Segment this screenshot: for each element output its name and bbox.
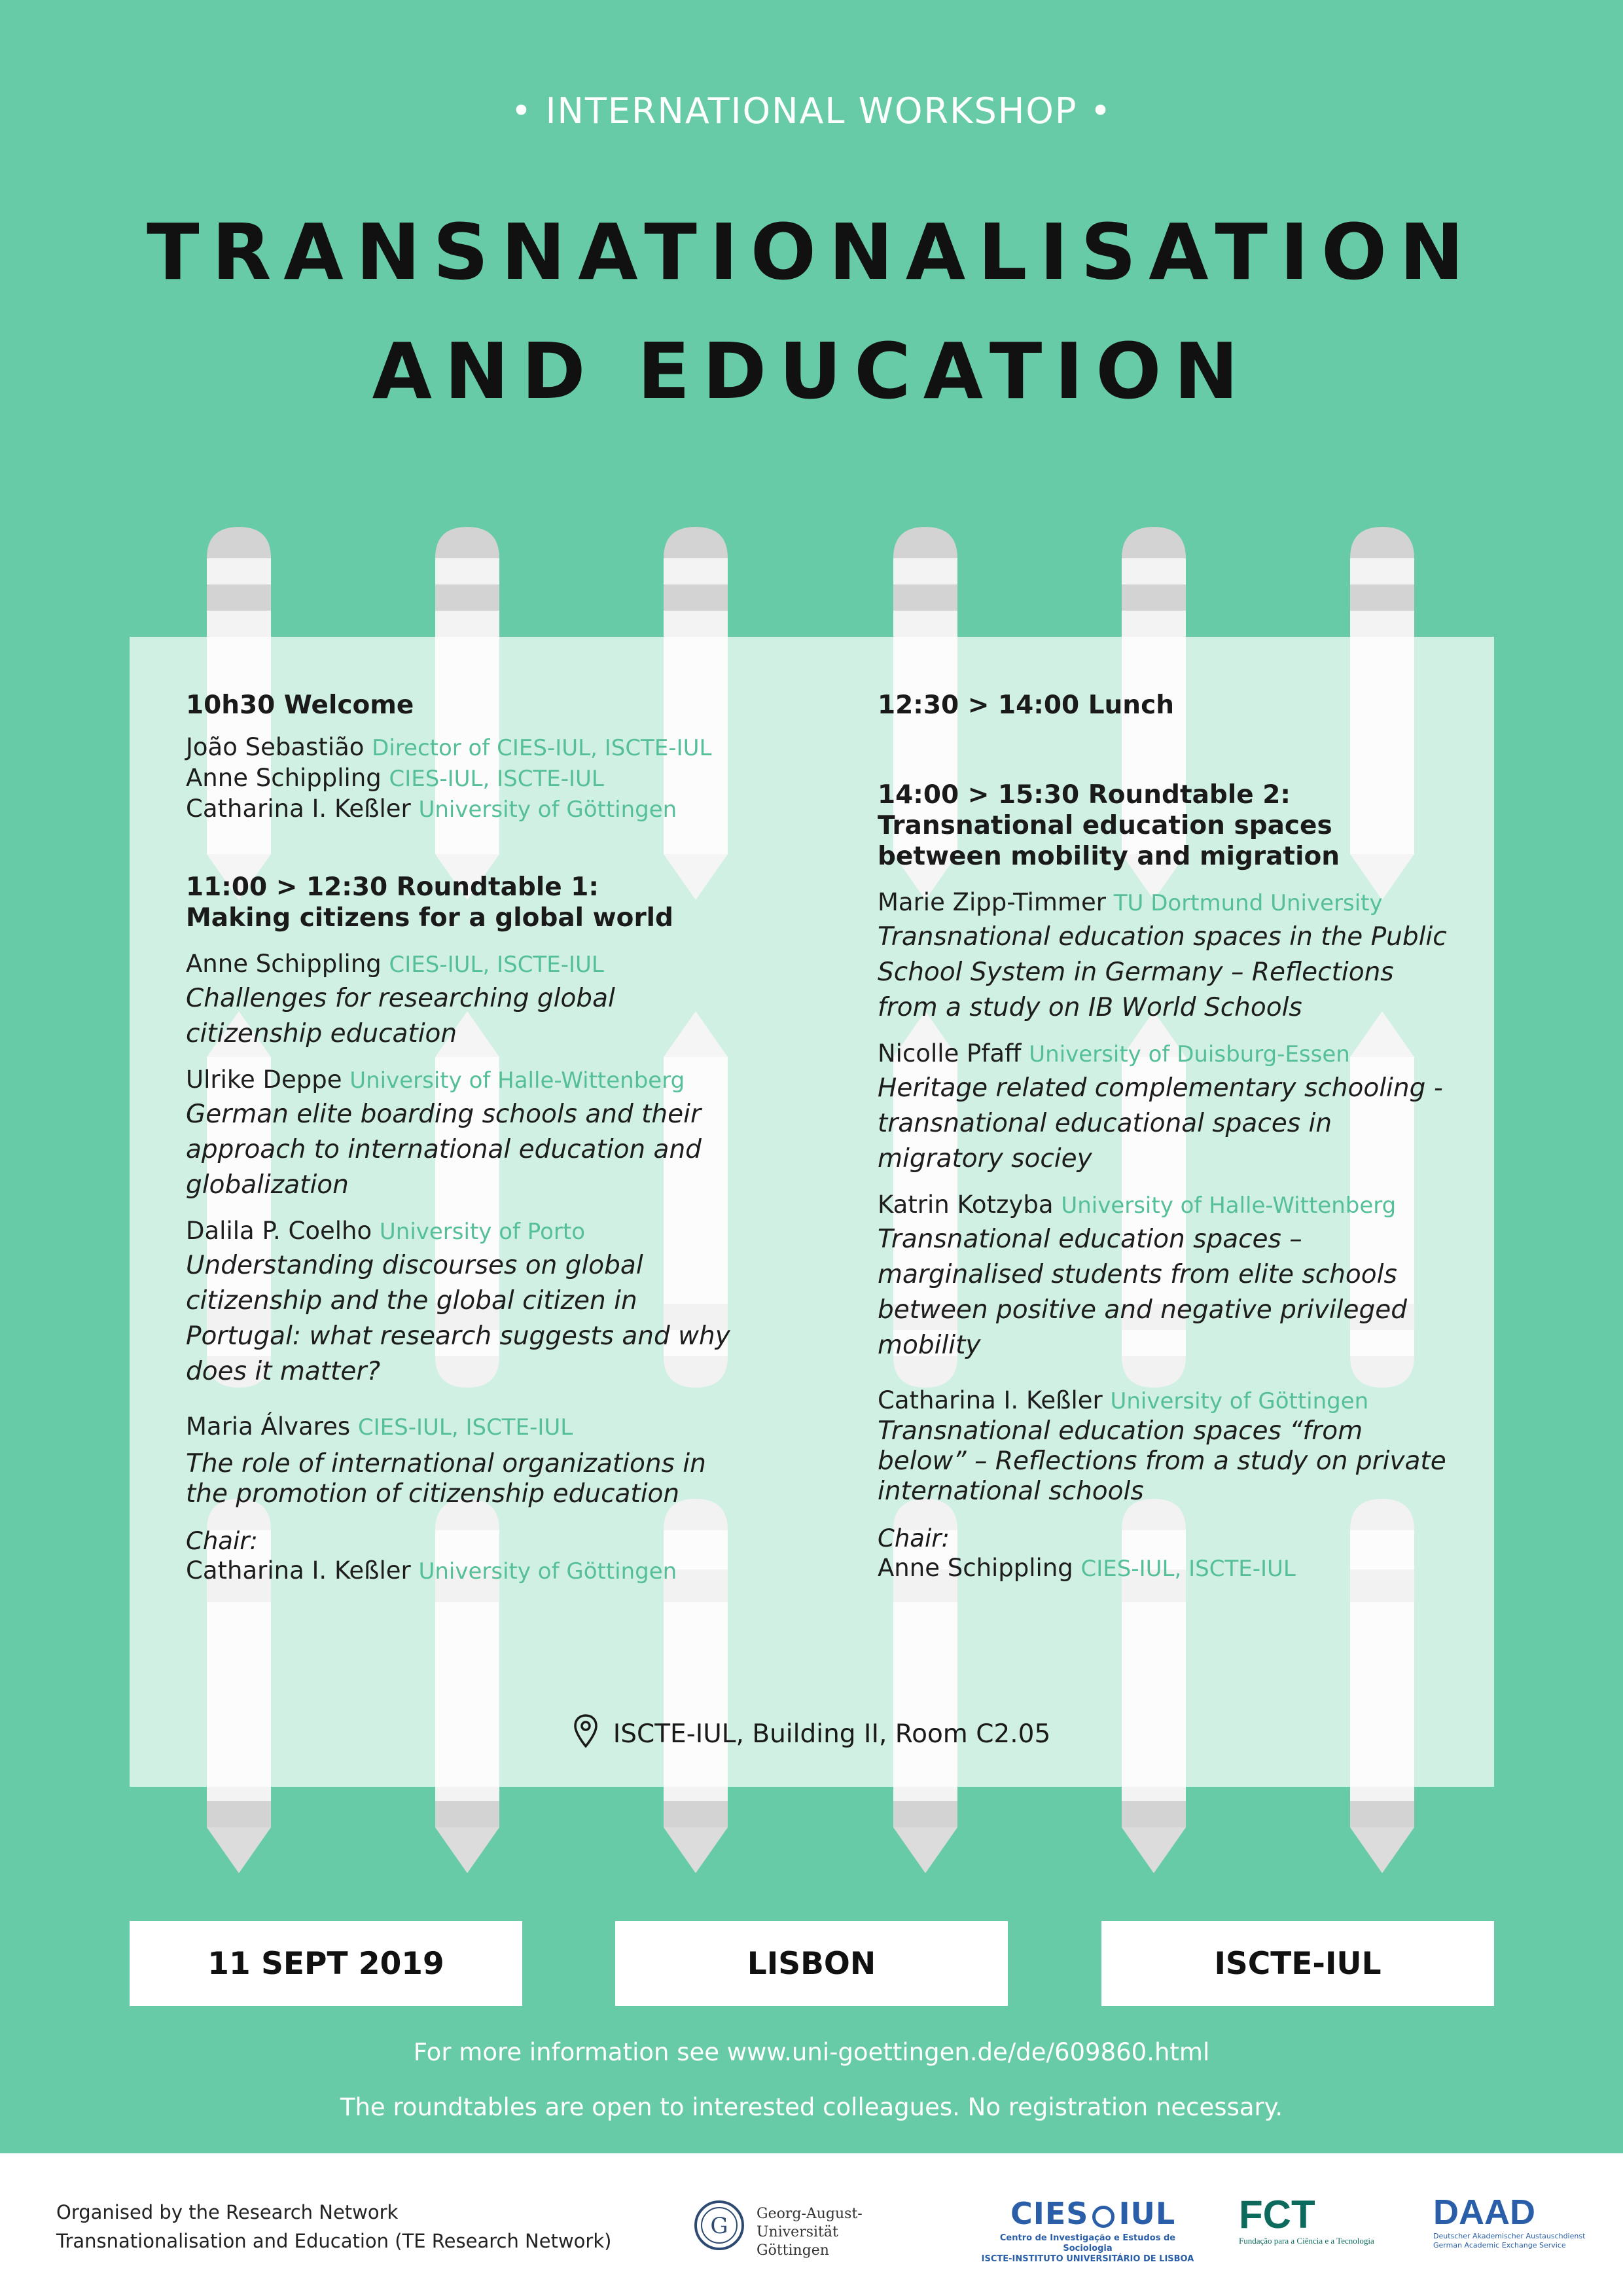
speaker-affiliation: University of Duisburg-Essen bbox=[1029, 1041, 1350, 1067]
talk-speaker bbox=[186, 1216, 749, 1247]
venue-text: ISCTE-IUL bbox=[1214, 1945, 1382, 1982]
talk-speaker bbox=[878, 888, 1447, 918]
speaker-name: Anne Schippling bbox=[186, 764, 382, 792]
speaker-name: João Sebastião bbox=[186, 733, 365, 761]
pencil-segment bbox=[207, 584, 271, 611]
roundtable-1-time: 11:00 > 12:30 Roundtable 1: bbox=[186, 872, 599, 902]
speaker-affiliation: University of Göttingen bbox=[418, 797, 677, 823]
talk-speaker bbox=[878, 1039, 1447, 1069]
pencil-segment bbox=[893, 584, 957, 611]
talk-item bbox=[186, 1412, 749, 1509]
fct-full-name: Fundação para a Ciência e a Tecnologia bbox=[1239, 2236, 1374, 2246]
talk-speaker bbox=[878, 1190, 1447, 1221]
roundtable-1-theme: Making citizens for a global world bbox=[186, 903, 673, 933]
talk-item bbox=[878, 1190, 1447, 1363]
pencil-segment bbox=[1350, 584, 1414, 611]
goettingen-seal-icon bbox=[692, 2198, 746, 2252]
pencil-eraser bbox=[1122, 527, 1186, 558]
talk-title: Transnational education spaces – marginalised students from elite schools between positive and negative privileged mobility bbox=[878, 1225, 1408, 1360]
talk-item bbox=[878, 1039, 1447, 1177]
pencil-segment bbox=[1122, 584, 1186, 611]
pencil-segment bbox=[893, 558, 957, 584]
speaker-affiliation: University of Halle-Wittenberg bbox=[349, 1067, 685, 1094]
speaker-affiliation: Director of CIES-IUL, ISCTE-IUL bbox=[372, 735, 712, 761]
spacer bbox=[186, 825, 749, 872]
date-text: 11 SEPT 2019 bbox=[207, 1945, 444, 1982]
program-left-column bbox=[186, 690, 749, 1587]
cies-iul-logo bbox=[976, 2194, 1199, 2264]
chair-name: Catharina I. Keßler bbox=[186, 1556, 411, 1585]
speaker-name: Dalila P. Coelho bbox=[186, 1217, 372, 1245]
pencil-tip bbox=[664, 1827, 728, 1873]
organiser-credit bbox=[56, 2198, 611, 2255]
program-right-column bbox=[878, 690, 1447, 1584]
chair bbox=[186, 1556, 749, 1587]
pencil-segment bbox=[1350, 558, 1414, 584]
chair-affiliation: CIES-IUL, ISCTE-IUL bbox=[1080, 1556, 1296, 1582]
cies-institution: ISCTE-INSTITUTO UNIVERSITÁRIO DE LISBOA bbox=[981, 2254, 1194, 2264]
pencil-segment bbox=[435, 558, 499, 584]
location bbox=[0, 1713, 1623, 1749]
title-line-1: TRANSNATIONALISATION bbox=[147, 207, 1476, 297]
goettingen-name-2: Göttingen bbox=[757, 2242, 829, 2259]
daad-name: DAAD bbox=[1433, 2193, 1535, 2232]
welcome-speaker bbox=[186, 732, 749, 763]
pencil-eraser bbox=[207, 527, 271, 558]
talk-item bbox=[186, 1216, 749, 1390]
talk-title: The role of international organizations in the promotion of citizenship education bbox=[186, 1449, 706, 1509]
talk-title: Transnational education spaces in the Public School System in Germany – Reflections from a study on IB World Schools bbox=[878, 922, 1447, 1022]
spacer bbox=[878, 736, 1447, 780]
speaker-affiliation: University of Göttingen bbox=[1110, 1388, 1369, 1414]
talk-title: Challenges for researching global citizenship education bbox=[186, 984, 615, 1049]
organiser-line-1: Organised by the Research Network bbox=[56, 2201, 399, 2223]
speaker-name: Marie Zipp-Timmer bbox=[878, 888, 1106, 916]
welcome-speaker bbox=[186, 794, 749, 825]
goettingen-logo bbox=[692, 2196, 941, 2259]
speaker-affiliation: CIES-IUL, ISCTE-IUL bbox=[389, 766, 604, 792]
welcome-speakers bbox=[186, 732, 749, 825]
workshop-kicker: • INTERNATIONAL WORKSHOP • bbox=[510, 90, 1113, 132]
title-line-2: AND EDUCATION bbox=[372, 326, 1251, 416]
pencil-tip bbox=[1122, 1827, 1186, 1873]
date-box bbox=[130, 1921, 522, 2006]
talk-item bbox=[186, 1065, 749, 1203]
daad-full-name: Deutscher Akademischer Austauschdienst bbox=[1433, 2232, 1586, 2240]
talk-speaker bbox=[878, 1386, 1447, 1416]
pencil-eraser bbox=[1350, 527, 1414, 558]
pencil-tip bbox=[435, 1827, 499, 1873]
talk-speaker bbox=[186, 1412, 749, 1443]
pencil-eraser bbox=[893, 527, 957, 558]
city-box bbox=[615, 1921, 1008, 2006]
venue-box bbox=[1101, 1921, 1494, 2006]
pencil-segment bbox=[664, 558, 728, 584]
registration-note: The roundtables are open to interested colleagues. No registration necessary. bbox=[340, 2093, 1283, 2121]
speaker-name: Ulrike Deppe bbox=[186, 1066, 342, 1094]
pencil-tip bbox=[893, 1827, 957, 1873]
pencil-segment bbox=[1350, 1801, 1414, 1827]
speaker-name: Catharina I. Keßler bbox=[186, 795, 411, 823]
globe-icon bbox=[1092, 2206, 1115, 2228]
daad-logo bbox=[1433, 2193, 1590, 2258]
speaker-affiliation: CIES-IUL, ISCTE-IUL bbox=[357, 1414, 573, 1441]
cies-name: CIES bbox=[1010, 2196, 1089, 2231]
pencil-segment bbox=[435, 1801, 499, 1827]
roundtable-2-theme-2: between mobility and migration bbox=[878, 842, 1340, 871]
talk-title: Heritage related complementary schooling - transnational educational spaces in migratory sociey bbox=[878, 1073, 1443, 1174]
map-pin-icon bbox=[573, 1713, 599, 1749]
talk-title: Understanding discourses on global citizenship and the global citizen in Portugal: what research suggests and why does it matter? bbox=[186, 1251, 730, 1386]
speaker-affiliation: CIES-IUL, ISCTE-IUL bbox=[389, 952, 604, 978]
pencil-segment bbox=[1122, 558, 1186, 584]
speaker-affiliation: University of Porto bbox=[379, 1219, 585, 1245]
speaker-name: Anne Schippling bbox=[186, 950, 382, 978]
talk-title: German elite boarding schools and their approach to international education and globalization bbox=[186, 1100, 702, 1200]
pencil-segment bbox=[893, 1801, 957, 1827]
roundtable-2-time: 14:00 > 15:30 Roundtable 2: bbox=[878, 780, 1291, 810]
organiser-line-2: Transnationalisation and Education (TE Research Network) bbox=[56, 2230, 612, 2252]
welcome-speaker bbox=[186, 763, 749, 794]
chair-label: Chair: bbox=[878, 1524, 950, 1552]
speaker-affiliation: TU Dortmund University bbox=[1113, 890, 1383, 916]
roundtable-1-heading bbox=[186, 872, 749, 933]
talk-speaker bbox=[186, 949, 749, 980]
pencil-eraser bbox=[664, 527, 728, 558]
pencil-segment bbox=[664, 1801, 728, 1827]
pencil-tip bbox=[1350, 1827, 1414, 1873]
speaker-name: Catharina I. Keßler bbox=[878, 1386, 1103, 1414]
chair-label: Chair: bbox=[186, 1527, 258, 1555]
cies-suffix: IUL bbox=[1118, 2196, 1176, 2231]
roundtable-2-heading bbox=[878, 780, 1447, 872]
roundtable-2-theme-1: Transnational education spaces bbox=[878, 811, 1332, 840]
speaker-name: Katrin Kotzyba bbox=[878, 1191, 1054, 1219]
more-info-link[interactable]: For more information see www.uni-goettingen.de/de/609860.html bbox=[413, 2038, 1210, 2066]
speaker-affiliation: University of Halle-Wittenberg bbox=[1061, 1193, 1397, 1219]
pencil-segment bbox=[664, 584, 728, 611]
pencil-tip bbox=[207, 1827, 271, 1873]
fct-name: FCT bbox=[1239, 2193, 1315, 2236]
city-text: LISBON bbox=[747, 1945, 876, 1982]
cies-full-name: Centro de Investigação e Estudos de Sociologia bbox=[999, 2233, 1176, 2253]
pencil-eraser bbox=[435, 527, 499, 558]
talk-item bbox=[186, 949, 749, 1052]
chair-affiliation: University of Göttingen bbox=[418, 1558, 677, 1585]
fct-logo bbox=[1239, 2194, 1396, 2259]
location-text: ISCTE-IUL, Building II, Room C2.05 bbox=[613, 1719, 1051, 1749]
talk-item bbox=[878, 888, 1447, 1026]
pencil-segment bbox=[1122, 1801, 1186, 1827]
pencil-segment bbox=[207, 1801, 271, 1827]
daad-english-name: German Academic Exchange Service bbox=[1433, 2241, 1566, 2250]
pencil-segment bbox=[207, 558, 271, 584]
welcome-heading: 10h30 Welcome bbox=[186, 691, 414, 720]
lunch-heading: 12:30 > 14:00 Lunch bbox=[878, 691, 1174, 720]
speaker-name: Nicolle Pfaff bbox=[878, 1039, 1022, 1067]
chair bbox=[878, 1553, 1447, 1584]
pencil-segment bbox=[435, 584, 499, 611]
talk-item bbox=[878, 1386, 1447, 1507]
goettingen-name-1: Georg-August-Universität bbox=[757, 2206, 863, 2240]
svg-text:G: G bbox=[710, 2213, 728, 2239]
speaker-name: Maria Álvares bbox=[186, 1412, 351, 1441]
chair-name: Anne Schippling bbox=[878, 1554, 1073, 1582]
talk-title: Transnational education spaces “from below” – Reflections from a study on private international schools bbox=[878, 1416, 1446, 1506]
talk-speaker bbox=[186, 1065, 749, 1096]
